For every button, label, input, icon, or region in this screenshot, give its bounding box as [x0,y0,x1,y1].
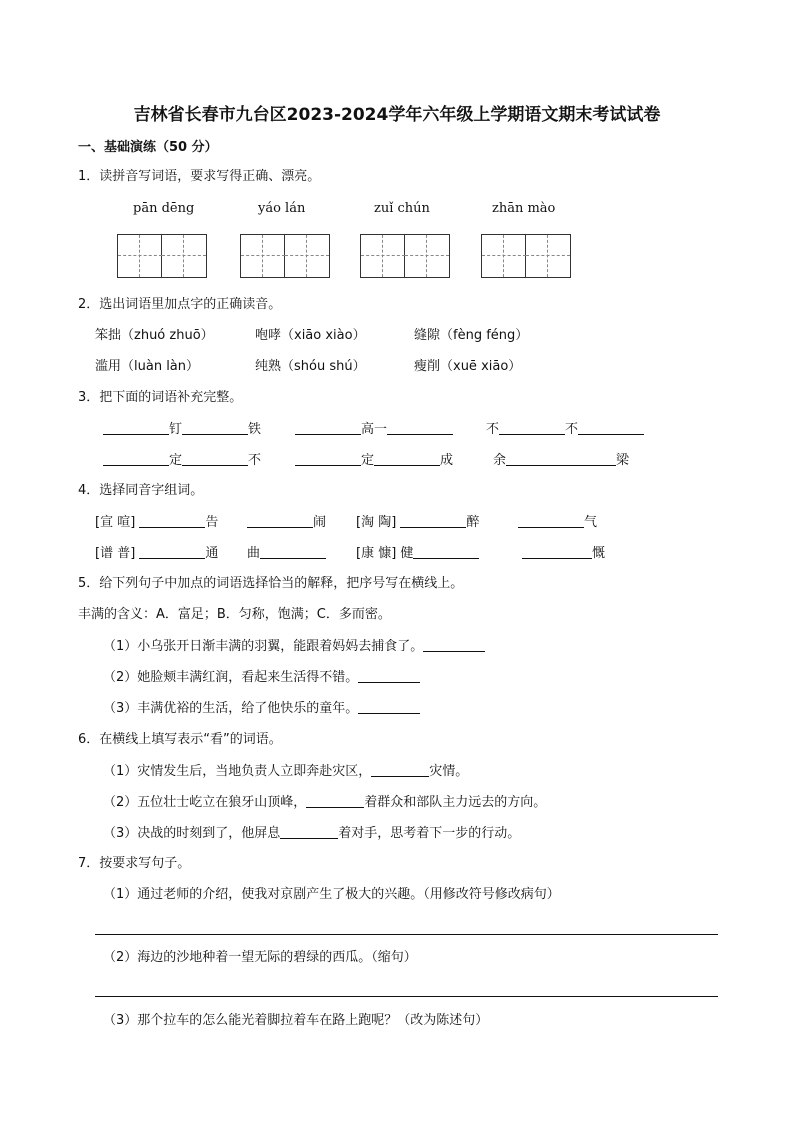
fill-blank[interactable] [371,762,429,777]
q6-item: （1）灾情发生后，当地负责人立即奔赴灾区， 灾情。 [103,764,469,779]
q7-label: 7．按要求写句子。 [78,856,191,871]
q1-label: 1．读拼音写词语，要求写得正确、漂亮。 [78,169,321,184]
pinyin-3: zuǐ chún [374,201,430,216]
q5-item: （3）丰满优裕的生活，给了他快乐的童年。 [103,699,420,718]
section-heading: 一、基础演练（50 分） [78,140,218,155]
answer-grid-4[interactable] [481,234,571,278]
fill-blank[interactable] [506,451,616,466]
q5-label: 5．给下列句子中加点的词语选择恰当的解释，把序号写在横线上。 [78,576,464,591]
fill-blank[interactable] [374,451,440,466]
q3-label: 3．把下面的词语补充完整。 [78,390,243,405]
q2-item: 瘦削（xuē xiāo） [414,359,522,374]
q3-row-1b: 高一 [295,420,453,439]
q6-item: （2）五位壮士屹立在狼牙山顶峰， 着群众和部队主力远去的方向。 [103,795,547,810]
fill-blank[interactable] [358,699,420,714]
fill-blank[interactable] [260,544,326,559]
answer-grid-3[interactable] [360,234,450,278]
fill-blank[interactable] [522,544,592,559]
q3-row-1: 钉 铁 [103,420,261,439]
answer-grid-2[interactable] [240,234,330,278]
fill-blank[interactable] [280,824,338,839]
fill-blank[interactable] [103,420,169,435]
q2-item: 滥用（luàn làn） [95,359,200,374]
q7-item: （3）那个拉车的怎么能光着脚拉着车在路上跑呢？（改为陈述句） [103,1013,489,1028]
fill-blank[interactable] [499,420,565,435]
q4-row-2d: 慨 [522,544,605,563]
fill-blank[interactable] [387,420,453,435]
q4-row-2b: 曲 [247,544,326,563]
fill-blank[interactable] [182,420,248,435]
q4-row-1d: 气 [518,513,597,532]
answer-grid-1[interactable] [117,234,207,278]
q3-row-2c: 余 梁 [493,453,630,468]
q4-row-2: [谱 普] 通 [95,546,219,561]
answer-line[interactable] [95,996,718,997]
answer-line[interactable] [95,934,718,935]
q2-item: 笨拙（zhuó zhuō） [95,328,214,343]
fill-blank[interactable] [423,637,485,652]
q7-item: （2）海边的沙地种着一望无际的碧绿的西瓜。（缩句） [103,950,417,965]
q4-label: 4．选择同音字组词。 [78,483,204,498]
q5-meaning: 丰满的含义：A．富足；B．匀称，饱满；C．多而密。 [78,607,391,622]
q3-row-2: 定 不 [103,451,261,470]
fill-blank[interactable] [103,451,169,466]
q3-row-1c: 不 不 [486,420,644,439]
fill-blank[interactable] [295,451,361,466]
fill-blank[interactable] [518,513,584,528]
fill-blank[interactable] [400,513,466,528]
fill-blank[interactable] [182,451,248,466]
q2-label: 2．选出词语里加点字的正确读音。 [78,297,282,312]
q2-item: 缝隙（fèng féng） [414,328,529,343]
page-title: 吉林省长春市九台区2023-2024学年六年级上学期语文期末考试试卷 [133,105,661,125]
q7-item: （1）通过老师的介绍，使我对京剧产生了极大的兴趣。（用修改符号修改病句） [103,887,560,902]
fill-blank[interactable] [306,793,364,808]
q5-item: （1）小乌张开日渐丰满的羽翼，能跟着妈妈去捕食了。 [103,637,485,656]
q4-row-1: [宣 喧] 告 [95,515,219,530]
fill-blank[interactable] [578,420,644,435]
q2-item: 咆哮（xiāo xiào） [255,328,366,343]
fill-blank[interactable] [139,544,205,559]
fill-blank[interactable] [139,513,205,528]
q5-item: （2）她脸颊丰满红润，看起来生活得不错。 [103,668,420,687]
fill-blank[interactable] [358,668,420,683]
pinyin-2: yáo lán [258,201,306,216]
q6-label: 6．在横线上填写表示“看”的词语。 [78,732,282,747]
pinyin-4: zhān mào [492,201,556,216]
q6-item: （3）决战的时刻到了，他屏息 着对手，思考着下一步的行动。 [103,826,521,841]
q4-row-2c: [康 慷] 健 [356,544,479,563]
q3-row-2b: 定 成 [295,451,453,470]
pinyin-1: pān dēng [133,201,195,216]
q4-row-1b: 闹 [247,513,326,532]
q2-item: 纯熟（shóu shú） [255,359,366,374]
q4-row-1c: [淘 陶] 醉 [356,515,480,530]
fill-blank[interactable] [247,513,313,528]
fill-blank[interactable] [295,420,361,435]
fill-blank[interactable] [413,544,479,559]
